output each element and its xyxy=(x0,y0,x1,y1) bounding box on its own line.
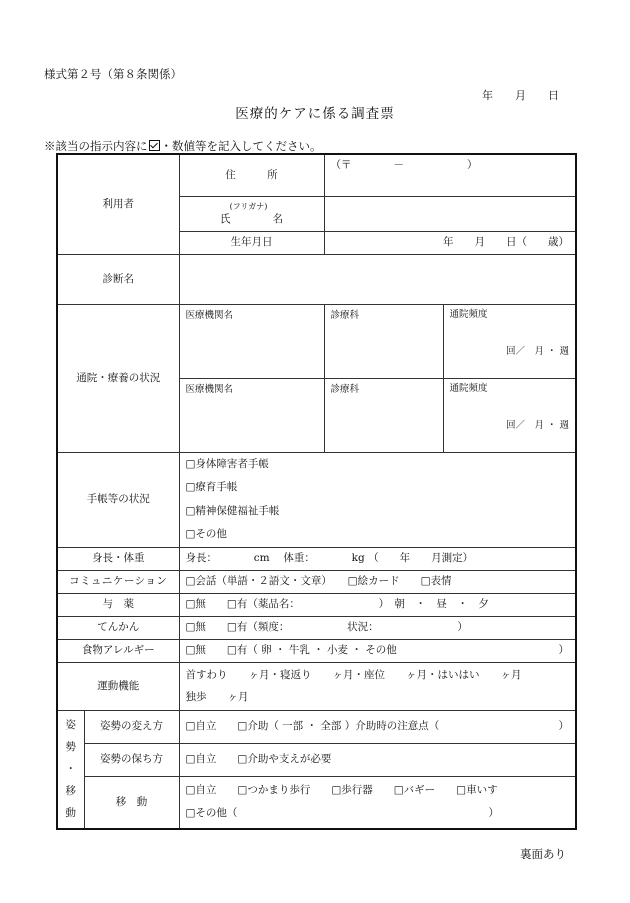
movement-line-2 xyxy=(186,802,570,825)
form-number: 様式第２号（第８条関係） xyxy=(44,67,182,81)
handbook-label: 手帳等の状況 xyxy=(57,452,179,547)
birth-label: 生年月日 xyxy=(179,231,324,254)
body-field[interactable]: 身長： cm 体重： kg （ 年 月測定） xyxy=(179,547,576,570)
epilepsy-field[interactable]: □無 □有（頻度： 状況： ） xyxy=(179,616,576,639)
handbook-options xyxy=(179,452,576,547)
frequency-field-2[interactable] xyxy=(443,378,576,452)
allergy-options: □無 □有（ 卵 ・ 牛乳 ・ 小麦 ・ その他 xyxy=(185,644,397,657)
posture-group-char: ・ xyxy=(65,763,76,776)
department-label: 診療科 xyxy=(330,309,360,321)
page-title: 医療的ケアに係る調査票 xyxy=(235,106,395,122)
furigana-label: (フリガナ) xyxy=(229,201,268,211)
epilepsy-label: てんかん xyxy=(57,616,179,639)
frequency-field-1[interactable] xyxy=(443,304,576,378)
communication-label: コミュニケーション xyxy=(57,570,179,593)
posture-change-field[interactable] xyxy=(179,710,576,743)
diagnosis-label: 診断名 xyxy=(57,254,179,304)
diagnosis-field[interactable] xyxy=(179,254,576,304)
department-label: 診療科 xyxy=(330,383,360,395)
user-section-label: 利用者 xyxy=(57,154,179,254)
posture-change-label: 姿勢の変え方 xyxy=(84,710,179,743)
posture-group-char: 動 xyxy=(65,807,76,820)
reverse-side-note: 裏面あり xyxy=(520,847,566,861)
department-field-1[interactable] xyxy=(324,304,443,378)
posture-hold-label: 姿勢の保ち方 xyxy=(84,743,179,776)
movement-field[interactable] xyxy=(179,776,576,829)
communication-field[interactable]: □会話（単語・２語文・文章） □絵カード □表情 xyxy=(179,570,576,593)
institution-label: 医療機関名 xyxy=(185,383,234,395)
allergy-label: 食物アレルギー xyxy=(57,639,179,662)
posture-hold-field[interactable]: □自立 □介助や支えが必要 xyxy=(179,743,576,776)
institution-label: 医療機関名 xyxy=(185,309,234,321)
posture-group-char: 移 xyxy=(65,785,76,798)
checkbox-checked-icon xyxy=(149,140,160,151)
handbook-option-rehab[interactable]: □療育手帳 xyxy=(185,481,238,493)
instruction-post: ・数値等を記入してください。 xyxy=(160,139,322,153)
handbook-option-mental[interactable]: □精神保健福祉手帳 xyxy=(185,504,280,517)
motor-line-2: 独歩 ヶ月 xyxy=(185,691,249,703)
allergy-close: ） xyxy=(558,644,569,657)
name-field[interactable] xyxy=(324,196,576,231)
visits-label: 通院・療養の状況 xyxy=(57,304,179,452)
frequency-unit: 回／ 月 ・ 週 xyxy=(505,419,569,431)
medication-label: 与 薬 xyxy=(57,593,179,616)
frequency-unit: 回／ 月 ・ 週 xyxy=(505,345,569,357)
posture-change-options: □自立 □介助（ 一部 ・ 全部 ）介助時の注意点（ xyxy=(185,720,440,733)
instruction-text xyxy=(44,138,322,154)
birth-field[interactable] xyxy=(324,231,576,254)
motor-label: 運動機能 xyxy=(57,662,179,710)
handbook-option-physical[interactable]: □身体障害者手帳 xyxy=(185,457,269,470)
posture-group-char: 勢 xyxy=(65,741,76,754)
posture-group-char: 姿 xyxy=(65,719,76,732)
birth-format: 年 月 日（ 歳） xyxy=(443,236,569,249)
movement-label: 移 動 xyxy=(84,776,179,829)
institution-field-2[interactable] xyxy=(179,378,324,452)
date-line[interactable]: 年 月 日 xyxy=(482,89,559,102)
survey-form-table xyxy=(56,153,577,830)
medication-field[interactable]: □無 □有（薬品名： ） 朝 ・ 昼 ・ 夕 xyxy=(179,593,576,616)
movement-other: □その他（ xyxy=(185,807,238,820)
motor-field[interactable] xyxy=(179,662,576,710)
institution-field-1[interactable] xyxy=(179,304,324,378)
posture-group-label xyxy=(57,710,84,829)
department-field-2[interactable] xyxy=(324,378,443,452)
name-label-cell xyxy=(179,196,324,231)
handbook-option-other[interactable]: □その他 xyxy=(185,528,227,540)
instruction-pre: ※該当の指示内容に xyxy=(44,139,148,153)
movement-close: ） xyxy=(488,807,499,820)
address-label: 住 所 xyxy=(179,154,324,196)
postal-code-field[interactable]: （〒 － ） xyxy=(330,159,478,171)
frequency-label: 通院頻度 xyxy=(449,382,488,394)
name-label: 氏 名 xyxy=(220,212,283,225)
frequency-label: 通院頻度 xyxy=(449,308,488,320)
body-label: 身長・体重 xyxy=(57,547,179,570)
address-field[interactable] xyxy=(324,154,576,196)
movement-line-1: □自立 □つかまり歩行 □歩行器 □バギー □車いす xyxy=(185,784,498,797)
posture-change-close: ） xyxy=(558,720,569,733)
motor-line-1: 首すわり ヶ月・寝返り ヶ月・座位 ヶ月・はいはい ヶ月 xyxy=(185,669,522,681)
allergy-field[interactable] xyxy=(179,639,576,662)
